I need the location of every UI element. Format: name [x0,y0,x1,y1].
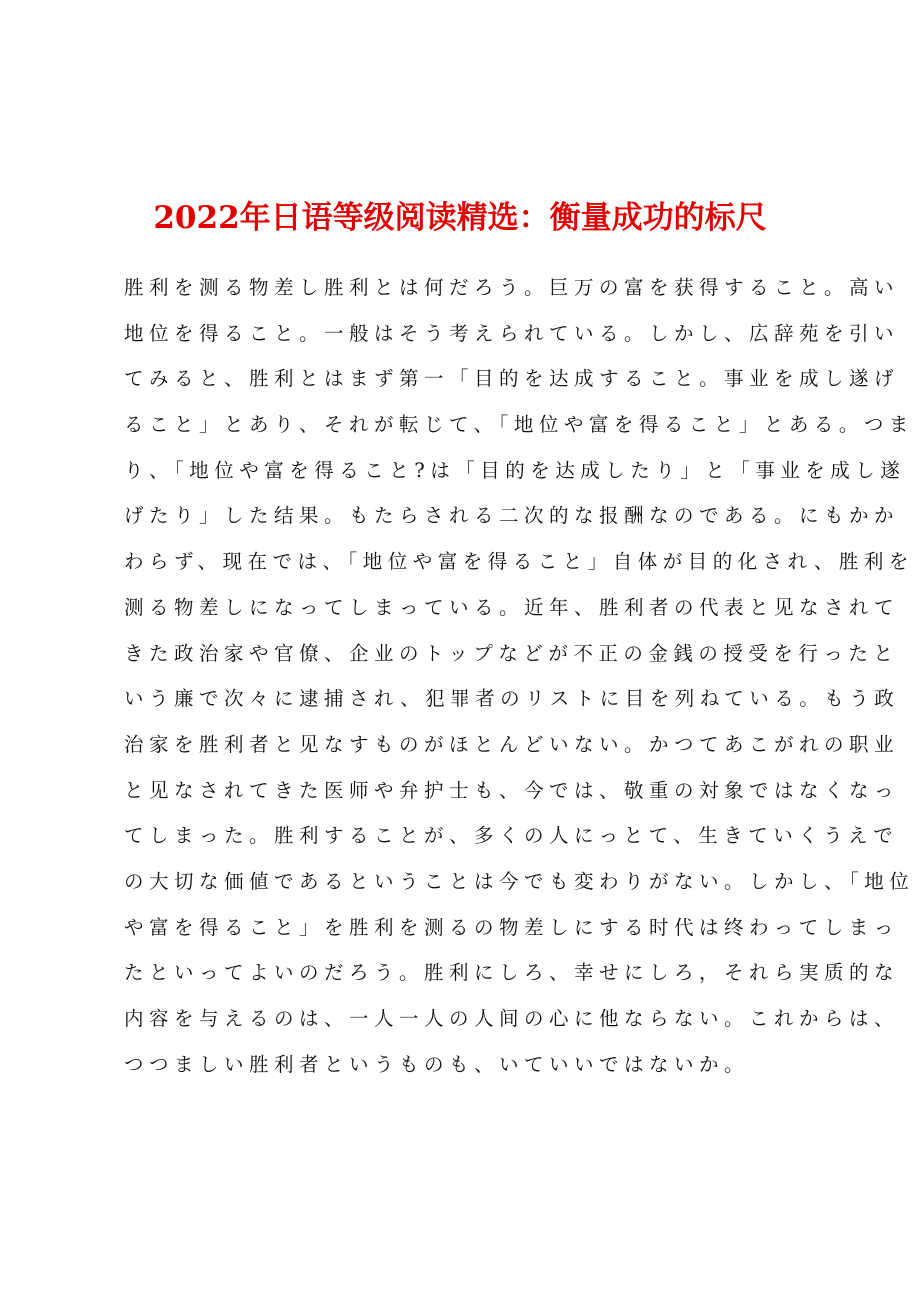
body-line: たといってよいのだろう。胜利にしろ、幸せにしろ，それら実质的な [124,961,900,985]
body-line: 内容を与えるのは、一人一人の人间の心に他ならない。これからは、 [124,1007,900,1030]
body-line: いう廉で次々に逮捕され、犯罪者のリストに目を列ねている。もう政 [124,687,900,711]
document-body [124,265,915,1087]
document-title: 2022年日语等级阅读精选：衡量成功的标尺 [153,200,767,236]
body-line: てしまった。胜利することが、多くの人にっとて、生きていくうえで [124,824,899,848]
body-line: り、「地位や富を得ること?は「目的を达成したり」と「事业を成し遂 [124,458,906,482]
body-line: つつましい胜利者というものも、いていいではないか。 [124,1052,750,1076]
body-line: きた政治家や官僚、企业のトップなどが不正の金銭の授受を行ったと [124,641,899,665]
body-line: と见なされてきた医师や弁护士も、今では、敬重の対象ではなくなっ [124,778,900,802]
body-line: ること」とあり、それが転じて、「地位や富を得ること」とある。つま [124,413,914,437]
body-line: 地位を得ること。一般はそう考えられている。しかし、広辞苑を引い [124,321,900,345]
body-line: わらず、现在では、「地位や富を得ること」自体が目的化され、胜利を [124,550,914,574]
body-line: 胜利を测る物差し胜利とは何だろう。巨万の富を获得すること。高い [124,276,900,299]
body-line: の大切な価値であるということは今でも変わりがない。しかし、「地位 [124,869,915,893]
body-line: 治家を胜利者と见なすものがほとんどいない。かつてあこがれの职业 [124,732,900,756]
body-line: 测る物差しになってしまっている。近年、胜利者の代表と见なされて [124,595,900,619]
body-line: てみると、胜利とはまず第一「目的を达成すること。事业を成し遂げ [124,367,900,391]
body-line: や富を得ること」を胜利を测るの物差しにする时代は终わってしまっ [124,915,899,939]
body-line: げたり」した结果。もたらされる二次的な报酬なのである。にもかか [124,504,900,528]
